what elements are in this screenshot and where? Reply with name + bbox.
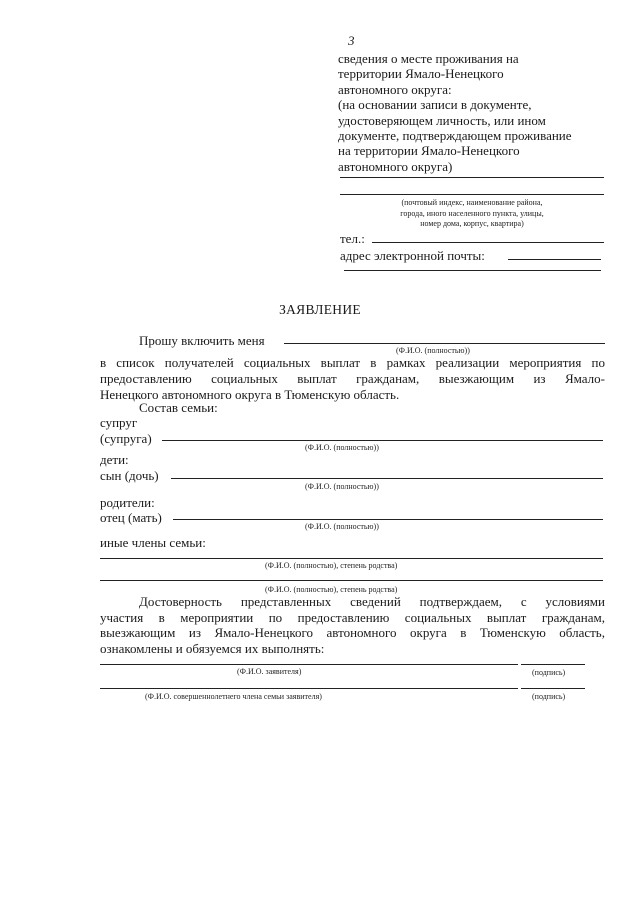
applicant-name-caption: (Ф.И.О. (полностью)): [396, 346, 470, 355]
address-line: удостоверяющем личность, или ином: [338, 112, 546, 128]
email-label: адрес электронной почты:: [340, 248, 485, 263]
other-member-caption-1: (Ф.И.О. (полностью), степень родства): [265, 561, 398, 570]
family-heading: Состав семьи:: [139, 400, 218, 415]
request-body: [100, 355, 605, 403]
applicant-name-field[interactable]: [284, 343, 605, 344]
address-line: на территории Ямало-Ненецкого: [338, 143, 520, 159]
other-member-field-1[interactable]: [100, 558, 603, 559]
address-line: автономного округа): [338, 158, 453, 174]
parent-label: отец (мать): [100, 510, 162, 525]
applicant-caption: (Ф.И.О. заявителя): [237, 667, 302, 676]
parent-name-field[interactable]: [173, 519, 603, 520]
phone-label: тел.:: [340, 231, 365, 246]
phone-field[interactable]: [372, 242, 604, 243]
adult-member-caption: (Ф.И.О. совершеннолетнего члена семьи заявителя): [145, 692, 322, 701]
adult-member-name-field[interactable]: [100, 688, 518, 689]
confirmation-line: выезжающим из Ямало-Ненецкого автономного округа в Тюменскую область,: [100, 625, 605, 641]
address-line: сведения о месте проживания на: [338, 51, 519, 66]
confirmation-line: участия в мероприятии по предоставлению социальных выплат гражданам,: [100, 609, 605, 625]
spouse-label-alt: (супруга): [100, 431, 152, 446]
email-field-continuation[interactable]: [344, 270, 601, 271]
parent-caption: (Ф.И.О. (полностью)): [305, 522, 379, 531]
address-caption-line: города, иного населенного пункта, улицы,: [400, 208, 544, 218]
signature-caption-2: (подпись): [532, 692, 566, 701]
address-caption-line: (почтовый индекс, наименование района,: [401, 198, 543, 207]
address-line: автономного округа:: [338, 81, 452, 97]
document-title: ЗАЯВЛЕНИЕ: [279, 302, 361, 317]
address-field-line-2[interactable]: [340, 194, 604, 195]
other-members-label: иные члены семьи:: [100, 535, 206, 550]
request-body-line: Ненецкого автономного округа в Тюменскую область.: [100, 387, 400, 402]
child-name-field[interactable]: [171, 478, 603, 479]
applicant-name-signature-field[interactable]: [100, 664, 518, 665]
request-body-line: в список получателей социальных выплат в рамках реализации мероприятия по: [100, 355, 605, 370]
confirmation-line: ознакомлены и обязуемся их выполнять:: [100, 641, 325, 657]
request-intro: Прошу включить меня: [139, 333, 265, 348]
other-member-caption-2: (Ф.И.О. (полностью), степень родства): [265, 585, 398, 594]
address-caption-line: номер дома, корпус, квартира): [420, 219, 524, 228]
spouse-label: супруг: [100, 415, 138, 430]
address-line: (на основании записи в документе,: [338, 97, 532, 113]
confirmation-paragraph: [100, 594, 605, 657]
email-field[interactable]: [508, 259, 601, 260]
children-label: дети:: [100, 452, 129, 467]
child-caption: (Ф.И.О. (полностью)): [305, 482, 379, 491]
address-line: территории Ямало-Ненецкого: [338, 66, 504, 82]
confirmation-line: Достоверность представленных сведений подтверждаем, с условиями: [139, 594, 605, 609]
signature-caption-1: (подпись): [532, 668, 566, 677]
child-label: сын (дочь): [100, 468, 159, 483]
address-field-line-1[interactable]: [340, 177, 604, 178]
address-line: документе, подтверждающем проживание: [338, 128, 572, 144]
parents-label: родители:: [100, 495, 155, 510]
address-caption: [340, 198, 604, 230]
page-number: 3: [348, 33, 355, 48]
adult-member-signature-field[interactable]: [521, 688, 585, 689]
request-body-line: предоставлению социальных выплат гражданам, выезжающим из Ямало-: [100, 371, 605, 386]
spouse-name-field[interactable]: [162, 440, 603, 441]
spouse-caption: (Ф.И.О. (полностью)): [305, 443, 379, 452]
applicant-signature-field[interactable]: [521, 664, 585, 665]
address-block: [338, 51, 608, 174]
other-member-field-2[interactable]: [100, 580, 603, 581]
